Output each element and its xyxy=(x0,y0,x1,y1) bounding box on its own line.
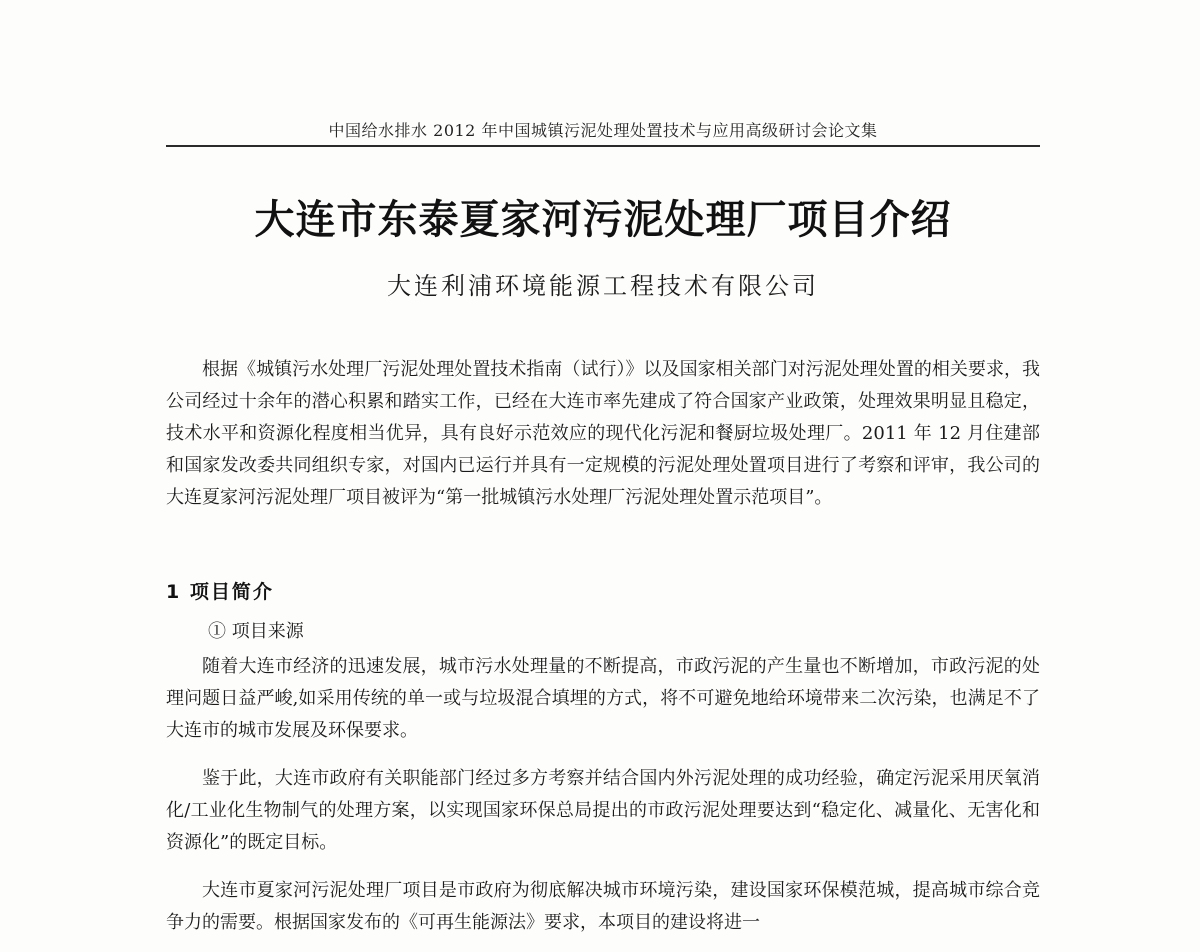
paragraph-project-purpose xyxy=(166,875,1040,939)
paragraph-text: 大连市夏家河污泥处理厂项目是市政府为彻底解决城市环境污染，建设国家环保模范城，提高城市综合竞争力的需要。根据国家发布的《可再生能源法》要求，本项目的建设将进一 xyxy=(166,880,1040,933)
paper-title: 大连市东泰夏家河污泥处理厂项目介绍 xyxy=(254,197,952,243)
subsection-heading: ① 项目来源 xyxy=(208,621,304,642)
paragraph-text: 根据《城镇污水处理厂污泥处理处置技术指南（试行）》以及国家相关部门对污泥处理处置的相关要求，我公司经过十余年的潜心积累和踏实工作，已经在大连市率先建成了符合国家产业政策，处理效果明显且稳定，技术水平和资源化程度相当优异，具有良好示范效应的现代化污泥和餐厨垃圾处理厂。2011 年 12 月住建部和国家发改委共同组织专家，对国内已运行并具有一定规模的污泥处理处置项目进行了考察和评审，我公司的大连夏家河污泥处理厂项目被评为“第一批城镇污水处理厂污泥处理处置示范项目”。 xyxy=(166,359,1040,508)
author-affiliation: 大连利浦环境能源工程技术有限公司 xyxy=(387,272,819,300)
paragraph-intro xyxy=(166,354,1040,514)
section-heading: 1 项目简介 xyxy=(166,581,274,603)
running-header: 中国给水排水 2012 年中国城镇污泥处理处置技术与应用高级研讨会论文集 xyxy=(328,121,878,140)
paragraph-text: 鉴于此，大连市政府有关职能部门经过多方考察并结合国内外污泥处理的成功经验，确定污泥采用厌氧消化/工业化生物制气的处理方案，以实现国家环保总局提出的市政污泥处理要达到“稳定化、减量化、无害化和资源化”的既定目标。 xyxy=(166,768,1040,853)
header-rule xyxy=(166,145,1040,147)
paragraph-text: 随着大连市经济的迅速发展，城市污水处理量的不断提高，市政污泥的产生量也不断增加，市政污泥的处理问题日益严峻,如采用传统的单一或与垃圾混合填埋的方式，将不可避免地给环境带来二次污染，也满足不了大连市的城市发展及环保要求。 xyxy=(166,656,1040,741)
paragraph-government-plan xyxy=(166,763,1040,859)
paragraph-project-origin xyxy=(166,651,1040,747)
